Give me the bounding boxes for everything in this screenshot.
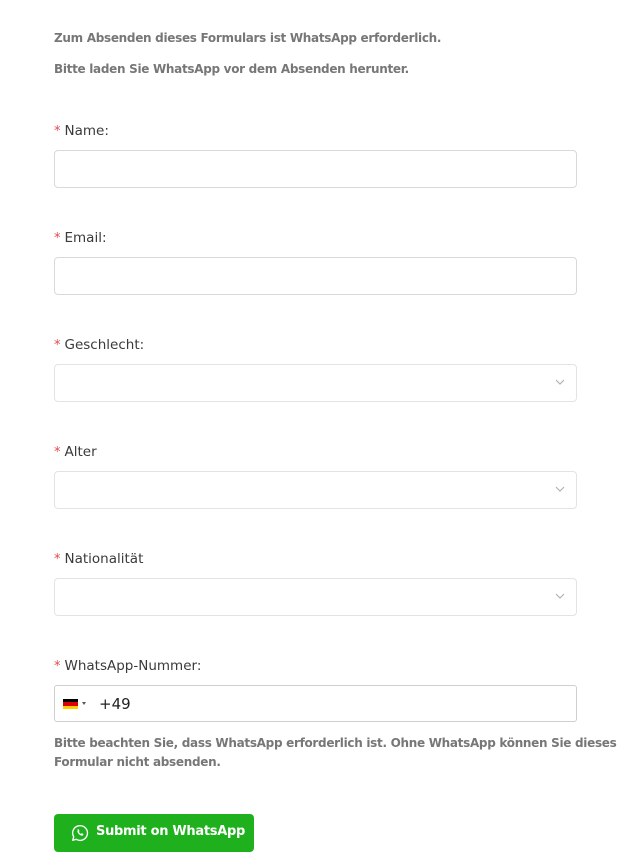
whatsapp-phone-field — [54, 685, 577, 722]
name-field-wrapper — [54, 150, 577, 188]
age-select[interactable] — [54, 471, 577, 509]
whatsapp-required-notice: Zum Absenden dieses Formulars ist WhatsApp erforderlich. — [54, 31, 442, 45]
gender-label — [54, 337, 144, 353]
whatsapp-icon — [71, 824, 89, 842]
nationality-label-text: Nationalität — [64, 551, 144, 567]
whatsapp-number-label-text: WhatsApp-Nummer: — [64, 658, 202, 674]
nationality-select[interactable] — [54, 578, 577, 616]
download-whatsapp-notice: Bitte laden Sie WhatsApp vor dem Absenden herunter. — [54, 62, 409, 76]
name-input[interactable] — [55, 151, 576, 187]
name-label-text: Name: — [64, 123, 109, 139]
email-label — [54, 230, 107, 246]
chevron-down-icon — [554, 376, 566, 388]
required-marker: * — [54, 231, 61, 246]
age-label-text: Alter — [64, 444, 97, 460]
gender-select[interactable] — [54, 364, 577, 402]
nationality-label — [54, 551, 143, 567]
whatsapp-number-label — [54, 658, 201, 674]
whatsapp-required-note-line1: Bitte beachten Sie, dass WhatsApp erforderlich ist. Ohne WhatsApp können Sie dieses — [54, 736, 617, 750]
age-label — [54, 444, 97, 460]
email-label-text: Email: — [64, 230, 107, 246]
caret-down-icon — [82, 702, 86, 705]
required-marker: * — [54, 445, 61, 460]
required-marker: * — [54, 124, 61, 139]
gender-label-text: Geschlecht: — [64, 337, 145, 353]
required-marker: * — [54, 659, 61, 674]
chevron-down-icon — [554, 590, 566, 602]
germany-flag-icon — [63, 699, 78, 709]
submit-button-label: Submit on WhatsApp — [96, 824, 245, 839]
whatsapp-number-input[interactable] — [99, 686, 569, 721]
required-marker: * — [54, 552, 61, 567]
country-code-selector[interactable] — [61, 695, 91, 713]
whatsapp-required-note-line2: Formular nicht absenden. — [54, 755, 221, 769]
email-field-wrapper — [54, 257, 577, 295]
email-input[interactable] — [55, 258, 576, 294]
chevron-down-icon — [554, 483, 566, 495]
submit-on-whatsapp-button[interactable] — [54, 814, 254, 852]
required-marker: * — [54, 338, 61, 353]
name-label — [54, 123, 109, 139]
